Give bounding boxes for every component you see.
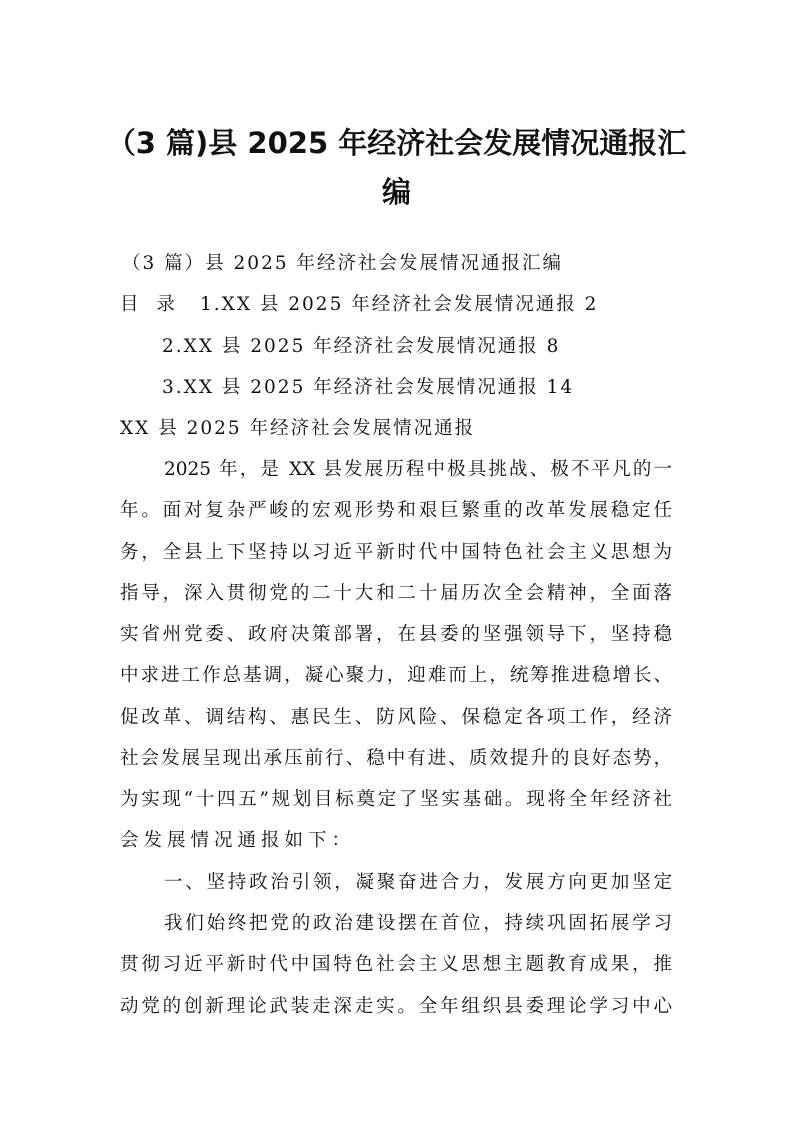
document-title-line2: 编 [381,175,411,209]
paragraph-line: 促改革、调结构、惠民生、防风险、保稳定各项工作，经济 [120,707,672,728]
paragraph-line: 指导，深入贯彻党的二十大和二十届历次全会精神，全面落 [120,583,672,604]
toc-label: 目 录 [120,294,181,315]
paragraph-line: 务，全县上下坚持以习近平新时代中国特色社会主义思想为 [120,542,672,563]
paragraph-line: 我们始终把党的政治建设摆在首位，持续巩固拓展学习 [164,913,672,934]
paragraph-line: 社会发展呈现出承压前行、稳中有进、质效提升的良好态势， [120,748,672,769]
paragraph-line: 会发展情况通报如下： [120,830,356,851]
paragraph-line: 2025 年，是 XX 县发展历程中极具挑战、极不平凡的一 [164,459,672,480]
paragraph-line: 贯彻习近平新时代中国特色社会主义思想主题教育成果，推 [120,954,672,975]
paragraph-line: 为实现“十四五”规划目标奠定了坚实基础。现将全年经济社 [120,789,672,810]
section-heading: 一、坚持政治引领，凝聚奋进合力，发展方向更加坚定 [164,872,672,893]
toc-item: 3.XX 县 2025 年经济社会发展情况通报 14 [162,377,575,398]
document-title-line1: （3 篇)县 2025 年经济社会发展情况通报汇 [106,126,687,160]
paragraph-line: 年。面对复杂严峻的宏观形势和艰巨繁重的改革发展稳定任 [120,500,672,521]
toc-item: 1.XX 县 2025 年经济社会发展情况通报 2 [200,294,599,315]
section-title: XX 县 2025 年经济社会发展情况通报 [120,418,476,439]
paragraph-line: 动党的创新理论武装走深走实。全年组织县委理论学习中心 [120,996,672,1017]
subtitle: （3 篇）县 2025 年经济社会发展情况通报汇编 [122,253,563,274]
toc-item: 2.XX 县 2025 年经济社会发展情况通报 8 [162,336,561,357]
paragraph-line: 中求进工作总基调，凝心聚力，迎难而上，统筹推进稳增长、 [120,665,672,686]
paragraph-line: 实省州党委、政府决策部署，在县委的坚强领导下，坚持稳 [120,624,672,645]
